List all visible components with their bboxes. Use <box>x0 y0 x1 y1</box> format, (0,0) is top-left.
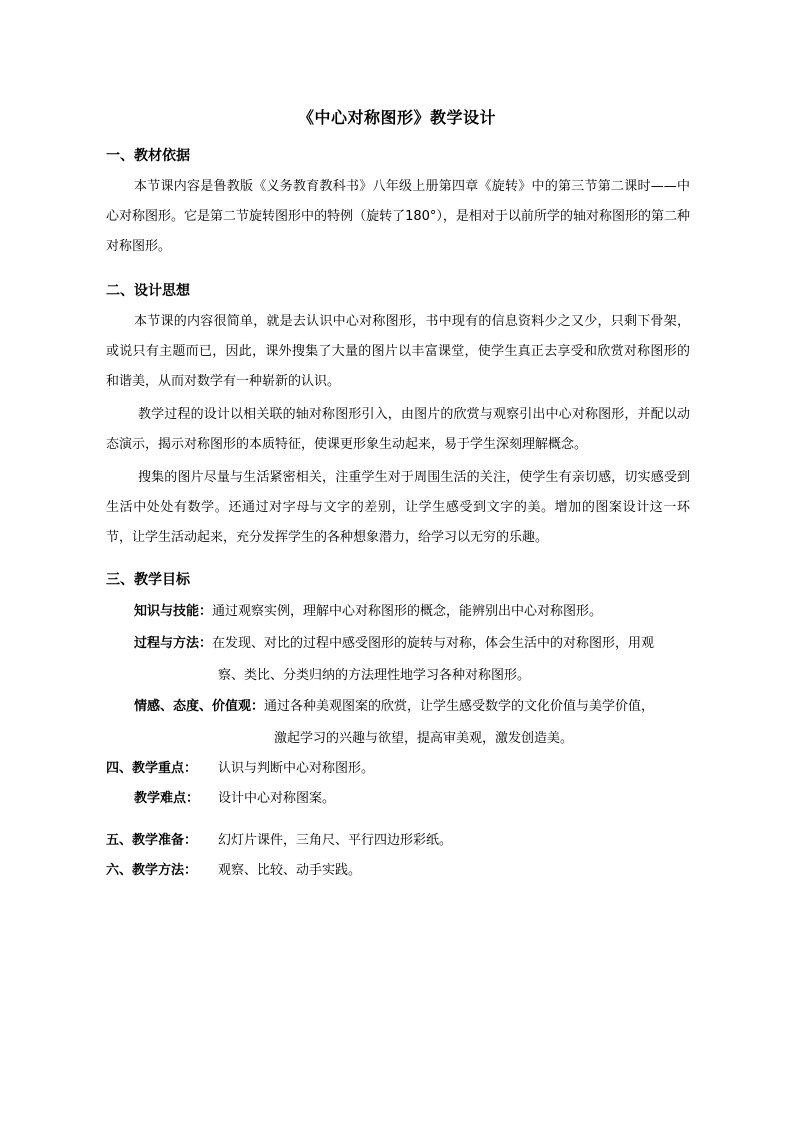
preparation-label: 五、教学准备： <box>106 833 198 848</box>
section-heading-design-idea: 二、设计思想 <box>106 283 190 299</box>
objective-process-continued <box>218 660 690 692</box>
design-idea-paragraph-1: 本节课的内容很简单，就是去认识中心对称图形，书中现有的信息资料少之又少，只剩下骨架，或说只有主题而已，因此，课外搜集了大量的图片以丰富课堂，使学生真正去享受和欣赏对称图形的和谐美，从而对数学有一种崭新的认识。 <box>106 314 690 389</box>
objective-emotion-text-line-2: 激起学习的兴趣与欲望，提高审美观，激发创造美。 <box>274 731 574 746</box>
objective-knowledge <box>134 596 690 628</box>
difficult-point-label: 教学难点： <box>134 791 200 806</box>
difficult-point-row <box>134 789 690 809</box>
objective-knowledge-label: 知识与技能： <box>134 604 213 619</box>
key-point-value: 认识与判断中心对称图形。 <box>218 761 375 776</box>
section-heading-basis: 一、教材依据 <box>106 148 190 164</box>
objective-knowledge-text: 通过观察实例，理解中心对称图形的概念，能辨别出中心对称图形。 <box>212 604 603 619</box>
objective-emotion <box>134 691 690 723</box>
difficult-point-value: 设计中心对称图案。 <box>218 791 336 806</box>
section-heading-objectives: 三、教学目标 <box>106 572 190 588</box>
objective-emotion-text-line-1: 通过各种美观图案的欣赏，让学生感受数学的文化价值与美学价值， <box>264 699 655 714</box>
document-title: 《中心对称图形》教学设计 <box>297 108 496 127</box>
method-value: 观察、比较、动手实践。 <box>218 863 362 878</box>
objective-process-text-line-2: 察、类比、分类归纳的方法理性地学习各种对称图形。 <box>218 668 531 683</box>
preparation-value: 幻灯片课件，三角尺、平行四边形彩纸。 <box>218 833 453 848</box>
method-label: 六、教学方法： <box>106 863 198 878</box>
objective-process <box>134 628 690 660</box>
design-idea-paragraph-3: 搜集的图片尽量与生活紧密相关，注重学生对于周围生活的关注，使学生有亲切感，切实感受到生活中处处有数学。还通过对字母与文字的差别，让学生感受到文字的美。增加的图案设计这一环节，让学生活动起来，充分发挥学生的各种想象潜力，给学习以无穷的乐趣。 <box>106 470 690 545</box>
design-idea-paragraph-2: 教学过程的设计以相关联的轴对称图形引入，由图片的欣赏与观察引出中心对称图形，并配以动态演示，揭示对称图形的本质特征，使课更形象生动起来，易于学生深刻理解概念。 <box>106 407 690 452</box>
objective-process-text-line-1: 在发现、对比的过程中感受图形的旋转与对称，体会生活中的对称图形，用观 <box>212 636 655 651</box>
preparation-row <box>106 831 690 851</box>
basis-paragraph: 本节课内容是鲁教版《义务教育教科书》八年级上册第四章《旋转》中的第三节第二课时——中心对称图形。它是第二节旋转图形中的特例（旋转了180°），是相对于以前所学的轴对称图形的第二种对称图形。 <box>106 179 690 254</box>
key-point-row <box>106 759 690 779</box>
objective-process-label: 过程与方法： <box>134 636 213 651</box>
method-row <box>106 861 690 881</box>
key-point-label: 四、教学重点： <box>106 761 198 776</box>
objective-emotion-label: 情感、态度、价值观： <box>134 699 265 714</box>
objective-emotion-continued <box>274 723 690 755</box>
